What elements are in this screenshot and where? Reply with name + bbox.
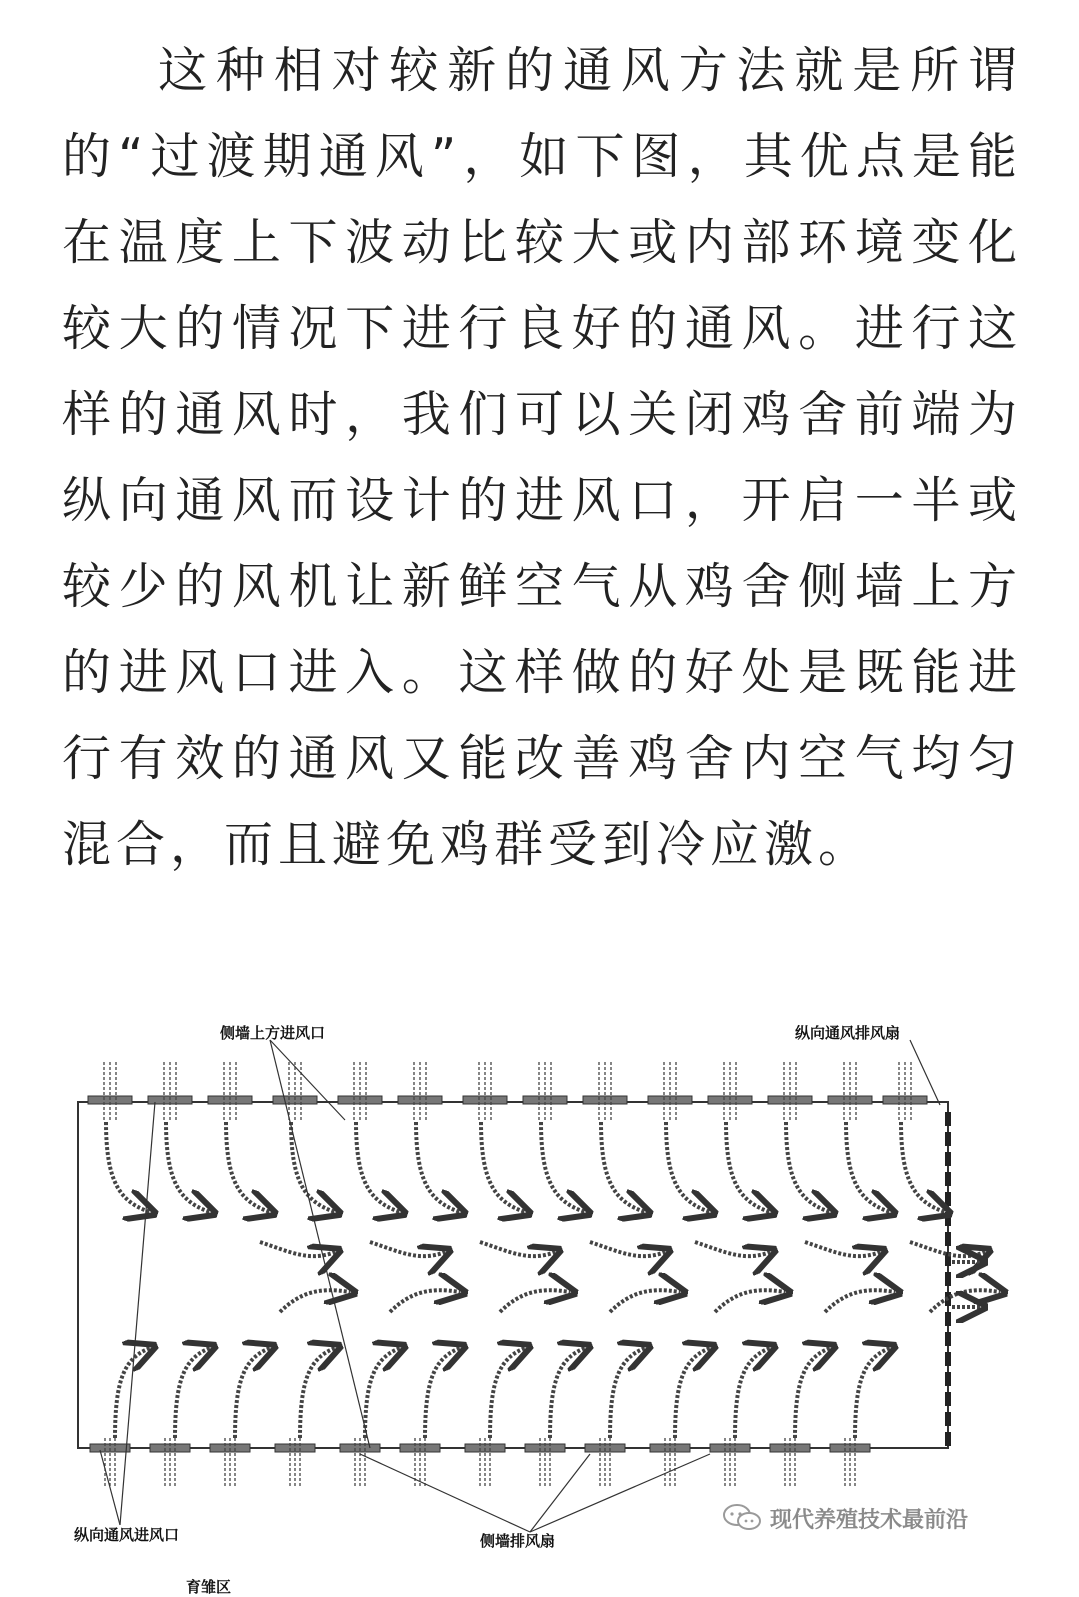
air-flow-arrow — [175, 1348, 210, 1438]
label-brooding-area: 育雏区 — [186, 1578, 232, 1596]
air-flow-arrow — [115, 1348, 150, 1438]
air-flow-arrow — [365, 1348, 400, 1438]
air-flow-arrow — [481, 1122, 525, 1212]
air-flow-arrow — [235, 1348, 270, 1438]
label-exhaust-fan: 纵向通风排风扇 — [795, 1024, 901, 1042]
mid-air-arrow — [610, 1290, 680, 1312]
ventilation-diagram-svg — [60, 1010, 1060, 1560]
mid-air-arrow — [500, 1290, 570, 1312]
air-flow-arrow — [846, 1122, 890, 1212]
mid-air-arrow — [825, 1290, 895, 1312]
leader-line — [530, 1454, 590, 1532]
air-flow-arrow — [550, 1348, 585, 1438]
house-outline — [78, 1102, 948, 1448]
air-flow-arrow — [601, 1122, 645, 1212]
air-flow-arrow — [541, 1122, 585, 1212]
mid-air-arrow — [480, 1242, 555, 1256]
label-long-inlet: 纵向通风进风口 — [74, 1526, 180, 1544]
label-top-inlet: 侧墙上方进风口 — [220, 1024, 326, 1042]
air-flow-arrow — [416, 1122, 460, 1212]
air-flow-arrow — [226, 1122, 270, 1212]
air-flow-arrow — [666, 1122, 710, 1212]
mid-air-arrow — [280, 1290, 350, 1312]
air-flow-arrow — [610, 1348, 645, 1438]
leader-line — [910, 1040, 940, 1105]
air-flow-arrow — [901, 1122, 945, 1212]
ventilation-diagram — [60, 1010, 1060, 1596]
mid-air-arrow — [390, 1290, 460, 1312]
article-paragraph: 这种相对较新的通风方法就是所谓的“过渡期通风”，如下图，其优点是能在温度上下波动比较大或内部环境变化较大的情况下进行良好的通风。进行这样的通风时，我们可以关闭鸡舍前端为纵向通风而设计的进风口，开启一半或较少的风机让新鲜空气从鸡舍侧墙上方的进风口进入。这样做的好处是既能进行有效的通风又能改善鸡舍内空气均匀混合，而且避免鸡群受到冷应激。 — [62, 42, 1022, 873]
mid-air-arrow — [695, 1242, 770, 1256]
air-flow-arrow — [675, 1348, 710, 1438]
mid-air-arrow — [590, 1242, 665, 1256]
leader-line — [270, 1040, 345, 1120]
mid-air-arrow — [260, 1242, 335, 1256]
air-flow-arrow — [425, 1348, 460, 1438]
air-flow-arrow — [855, 1348, 890, 1438]
leader-line — [120, 1102, 155, 1525]
leader-line — [530, 1454, 710, 1532]
air-flow-arrow — [300, 1348, 335, 1438]
leader-line — [360, 1454, 530, 1532]
air-flow-arrow — [291, 1122, 335, 1212]
watermark — [722, 1502, 968, 1534]
air-flow-arrow — [735, 1348, 770, 1438]
air-flow-arrow — [490, 1348, 525, 1438]
watermark-text: 现代养殖技术最前沿 — [770, 1507, 969, 1533]
mid-air-arrow — [805, 1242, 880, 1256]
chat-bubble-icon — [722, 1502, 762, 1534]
air-flow-arrow — [106, 1122, 150, 1212]
air-flow-arrow — [786, 1122, 830, 1212]
mid-air-arrow — [370, 1242, 445, 1256]
leader-line — [100, 1450, 120, 1525]
label-side-exhaust: 侧墙排风扇 — [480, 1532, 556, 1550]
air-flow-arrow — [795, 1348, 830, 1438]
air-flow-arrow — [356, 1122, 400, 1212]
air-flow-arrow — [726, 1122, 770, 1212]
mid-air-arrow — [715, 1290, 785, 1312]
air-flow-arrow — [166, 1122, 210, 1212]
